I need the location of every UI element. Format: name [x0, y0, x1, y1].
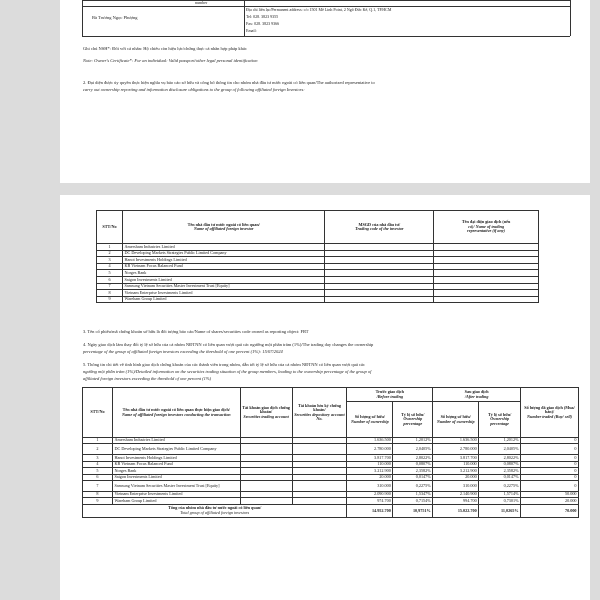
row-number: 7	[97, 283, 123, 290]
total-before-qty: 14.952.700	[347, 504, 393, 517]
investor-name: KB Vietnam Focus Balanced Fund	[112, 461, 240, 467]
col-label-vi: Số lượng đã giao dịch (Mua/ bán)/	[524, 404, 575, 415]
col-label-vi: Số lượng sở hữu/	[440, 414, 471, 420]
representative	[434, 296, 539, 303]
representative	[434, 257, 539, 264]
trading-code	[325, 257, 434, 264]
col-label-en: /Before trading	[376, 393, 403, 399]
after-pct: 2,8022%	[479, 455, 521, 461]
investor-name: Hanoi Investments Holdings Limited	[122, 257, 324, 264]
trading-code	[325, 283, 434, 290]
col-label-en: Number of ownership	[350, 418, 389, 424]
total-before-pct: 10,9751%	[393, 504, 433, 517]
item2-line1: 2. Đại diện được ủy quyền thực hiện nghĩa vụ báo cáo sở hữu và công bố thông tin cho nhóm nhà đầu tư nước ngoài có liên quan/The authorized representative to	[83, 80, 375, 85]
row-number: 9	[97, 296, 123, 303]
table-header-row	[97, 211, 539, 244]
row-number: 1	[83, 438, 113, 444]
before-pct: 0,7154%	[393, 498, 433, 504]
representative	[434, 250, 539, 257]
after-qty: 994.700	[433, 498, 479, 504]
table-row	[97, 257, 539, 264]
before-qty: 974.700	[347, 498, 393, 504]
col-label-vi: Tên đại diện giao dịch (nếu	[461, 219, 511, 225]
table-row	[97, 283, 539, 290]
address-line: Địa chỉ liên lạc/Permanent address: c/o 1501 Mê Linh Point, 2 Ngô Đức Kế, Q.1, TP.HCM	[246, 7, 392, 12]
col-label-vi: Tài khoản lưu ký chứng khoán/	[297, 402, 341, 413]
after-qty: 3.212.900	[433, 468, 479, 474]
total-label-en: Total group of affiliated foreign investors	[180, 509, 250, 515]
trading-account	[240, 444, 292, 455]
col-stt: STT/No	[97, 211, 123, 244]
col-investor-name	[112, 388, 240, 438]
before-pct: 1,2012%	[393, 438, 433, 444]
col-label-en: /After trading	[464, 393, 489, 399]
row-number: 6	[97, 276, 123, 283]
row-number: 4	[83, 461, 113, 467]
number-traded: 0	[521, 444, 579, 455]
number-traded: 0	[521, 455, 579, 461]
tel-line: Tel: 028. 3823 9355	[246, 14, 279, 19]
representative	[434, 263, 539, 270]
after-pct: 0,0807%	[479, 461, 521, 467]
col-after-qty	[433, 402, 479, 438]
after-qty: 1.636.500	[433, 438, 479, 444]
col-label-vi: Sau giao dịch	[464, 389, 489, 395]
investor-name: Hanoi Investments Holdings Limited	[112, 455, 240, 461]
col-before-pct	[393, 402, 433, 438]
trading-table	[82, 387, 579, 518]
investor-name: Vietnam Enterprise Investments Limited	[112, 491, 240, 497]
total-after-pct: 11,0265%	[479, 504, 521, 517]
row-number: 9	[83, 498, 113, 504]
row-number: 2	[83, 444, 113, 455]
col-label-en: representative (if any)	[467, 228, 506, 234]
investor-name: Amersham Industries Limited	[112, 438, 240, 444]
investor-name: Samsung Vietnam Securities Master Investment Trust [Equity]	[122, 283, 324, 290]
row-number: 6	[83, 474, 113, 480]
number-traded: 0	[521, 474, 579, 480]
col-label-vi: Tên nhà đầu tư nước ngoài có liên quan/	[187, 221, 260, 227]
table-row	[97, 296, 539, 303]
trading-code	[325, 276, 434, 283]
owner-note-vi: Ghi chú NSH*: Đối với cá nhân: Hộ chiếu còn hiệu lực/chứng thực cá nhân hợp pháp khác	[83, 46, 247, 51]
trading-code	[325, 290, 434, 297]
trading-code	[325, 244, 434, 251]
item4-line1: 4. Ngày giao dịch làm thay đổi tỷ lệ sở hữu của cả nhóm NĐTNN có liên quan vượt quá các ngưỡng một phần trăm (1%)/The trading day changes the ownership	[83, 342, 374, 347]
depository-account	[292, 444, 347, 455]
col-after-trading	[433, 388, 521, 402]
investor-name: Saigon Investments Limited	[122, 276, 324, 283]
before-qty: 1.636.500	[347, 438, 393, 444]
investor-name: Amersham Industries Limited	[122, 244, 324, 251]
col-label-vi: Tỷ lệ sở hữu/	[487, 411, 512, 417]
after-qty: 110.000	[433, 461, 479, 467]
table-row	[83, 480, 579, 491]
table-row	[97, 276, 539, 283]
before-pct: 2,3582%	[393, 468, 433, 474]
before-qty: 110.000	[347, 461, 393, 467]
table-rule	[570, 0, 571, 36]
col-representative	[434, 211, 539, 244]
before-pct: 0,2275%	[393, 480, 433, 491]
col-label-en: Securities trading account	[243, 413, 289, 419]
after-pct: 0,7301%	[479, 498, 521, 504]
representative	[434, 290, 539, 297]
col-number-traded	[521, 388, 579, 438]
col-label-vi: Trước giao dịch	[375, 389, 404, 395]
col-label-vi: có)/ Name of trading	[468, 223, 505, 229]
after-pct: 0,0147%	[479, 474, 521, 480]
table-row	[83, 444, 579, 455]
investor-name: Samsung Vietnam Securities Master Investment Trust [Equity]	[112, 480, 240, 491]
item4-line2: percentage of the group of affiliated foreign investors exceeding the threshold of one percent (1%): 15/07/2024	[83, 349, 283, 354]
header-fragment: number	[195, 0, 208, 5]
table-rule	[82, 36, 570, 37]
before-qty: 310.000	[347, 480, 393, 491]
total-after-qty: 15.022.700	[433, 504, 479, 517]
investor-name: Norges Bank	[112, 468, 240, 474]
before-pct: 2,8022%	[393, 455, 433, 461]
table-row	[97, 250, 539, 257]
number-traded: 0	[521, 468, 579, 474]
email-line: Email:	[246, 28, 257, 33]
before-pct: 0,0807%	[393, 461, 433, 467]
after-qty: 20.000	[433, 474, 479, 480]
total-row	[83, 504, 579, 517]
before-qty: 2.090.900	[347, 491, 393, 497]
representative	[434, 270, 539, 277]
col-label-vi: Tài khoản giao dịch chứng khoán/	[242, 404, 290, 415]
row-number: 8	[97, 290, 123, 297]
col-depository-account	[292, 388, 347, 438]
col-label-en: Name of affiliated foreign investors conducting the transaction	[121, 411, 231, 417]
investor-name: DC Developing Markets Strategies Public Limited Company	[122, 250, 324, 257]
col-trading-code	[325, 211, 434, 244]
after-qty: 2.140.900	[433, 491, 479, 497]
after-pct: 1,2012%	[479, 438, 521, 444]
after-pct: 0,2275%	[479, 480, 521, 491]
before-pct: 2,0405%	[393, 444, 433, 455]
before-pct: 0,0147%	[393, 474, 433, 480]
depository-account	[292, 480, 347, 491]
col-label-en: Trading code of the investor	[355, 226, 404, 231]
number-traded: 50.000	[521, 491, 579, 497]
col-investor-name	[122, 211, 324, 244]
trading-code	[325, 296, 434, 303]
after-pct: 2,3582%	[479, 468, 521, 474]
col-before-qty	[347, 402, 393, 438]
table-row	[97, 244, 539, 251]
trading-account	[240, 480, 292, 491]
document-page-1	[60, 0, 590, 183]
investor-name: DC Developing Markets Strategies Public Limited Company	[112, 444, 240, 455]
row-number: 5	[83, 468, 113, 474]
col-label-vi: Tên nhà đầu tư nước ngoài có liên quan thực hiện giao dịch/	[122, 407, 230, 413]
item5-line1: 5. Thông tin chi tiết về tình hình giao dịch chứng khoán của các thành viên trong nhóm, dẫn tới tỷ lệ sở hữu của cả nhóm NĐTNN có liên quan vượt quá các	[83, 362, 365, 367]
col-before-trading	[347, 388, 433, 402]
investor-name: Saigon Investments Limited	[112, 474, 240, 480]
col-label-en: Ownership percentage	[403, 416, 423, 426]
row-number: 5	[97, 270, 123, 277]
col-label-vi: Tỷ lệ sở hữu/	[401, 411, 425, 417]
row-number: 4	[97, 263, 123, 270]
total-label-vi: Tổng của nhóm nhà đầu tư nước ngoài có liên quan/	[168, 505, 262, 511]
investor-name: Vietnam Enterprise Investments Limited	[122, 290, 324, 297]
col-label-en: Number traded (Buy/ sell)	[527, 413, 573, 419]
after-qty: 3.817.700	[433, 455, 479, 461]
col-label-en: Number of ownership	[436, 418, 475, 424]
table-row	[97, 263, 539, 270]
table-row	[97, 290, 539, 297]
number-traded: 0	[521, 461, 579, 467]
col-label-en: Name of affiliated foreign investor	[193, 226, 254, 231]
col-label-en: Securities depository account No.	[294, 411, 345, 421]
after-pct: 1,5714%	[479, 491, 521, 497]
col-label-en: Ownership percentage	[490, 416, 510, 426]
total-traded: 70.000	[521, 504, 579, 517]
col-label-vi: Số lượng sở hữu/	[354, 414, 385, 420]
col-trading-account	[240, 388, 292, 438]
row-number: 7	[83, 480, 113, 491]
before-pct: 1,5347%	[393, 491, 433, 497]
item3: 3. Tên cổ phiếu/mã chứng khoán sở hữu là đối tượng báo cáo/Name of shares/securities code owned as reporting object: FRT	[83, 329, 309, 334]
row-number: 2	[97, 250, 123, 257]
item5-line2: ngưỡng một phần trăm (1%)/Detailed information on the securities trading situation of the group members, leading to the ownership percentage of the group of	[83, 369, 372, 374]
col-stt: STT/No	[83, 388, 113, 438]
after-qty: 310.000	[433, 480, 479, 491]
table-rule	[82, 0, 570, 1]
trading-code	[325, 270, 434, 277]
owner-note-en: Note: Owner's Certificate*: For an individual: Valid passport/other legal personal identification	[83, 58, 258, 63]
after-pct: 2,0405%	[479, 444, 521, 455]
before-qty: 20.000	[347, 474, 393, 480]
before-qty: 3.212.900	[347, 468, 393, 474]
table-header-row	[83, 388, 579, 402]
item2-line2: carry out ownership reporting and information disclosure obligations to the group of following affiliated foreign Investors:	[83, 87, 305, 92]
group-members-table	[96, 210, 539, 303]
representative	[434, 244, 539, 251]
number-traded: 20.000	[521, 498, 579, 504]
row-number: 1	[97, 244, 123, 251]
investor-name: KB Vietnam Focus Balanced Fund	[122, 263, 324, 270]
number-traded: 0	[521, 438, 579, 444]
col-label-vi: MSGD của nhà đầu tư/	[358, 221, 401, 227]
investor-name: Wareham Group Limited	[122, 296, 324, 303]
row-number: 3	[97, 257, 123, 264]
item5-line3: affiliated foreign investors exceeding the threshold of one percent (1%)	[83, 376, 212, 381]
row-number: 8	[83, 491, 113, 497]
total-label	[83, 504, 347, 517]
col-after-pct	[479, 402, 521, 438]
before-qty: 3.817.700	[347, 455, 393, 461]
document-page-2	[60, 195, 590, 600]
trading-code	[325, 263, 434, 270]
representative	[434, 283, 539, 290]
trading-code	[325, 250, 434, 257]
row-number: 3	[83, 455, 113, 461]
investor-name: Wareham Group Limited	[112, 498, 240, 504]
investor-name: Norges Bank	[122, 270, 324, 277]
table-row	[97, 270, 539, 277]
person-name: Bà Trương Ngọc Phượng	[92, 15, 138, 20]
after-qty: 2.780.000	[433, 444, 479, 455]
fax-line: Fax: 028. 3823 9366	[246, 21, 280, 26]
representative	[434, 276, 539, 283]
number-traded: 0	[521, 480, 579, 491]
before-qty: 2.780.000	[347, 444, 393, 455]
